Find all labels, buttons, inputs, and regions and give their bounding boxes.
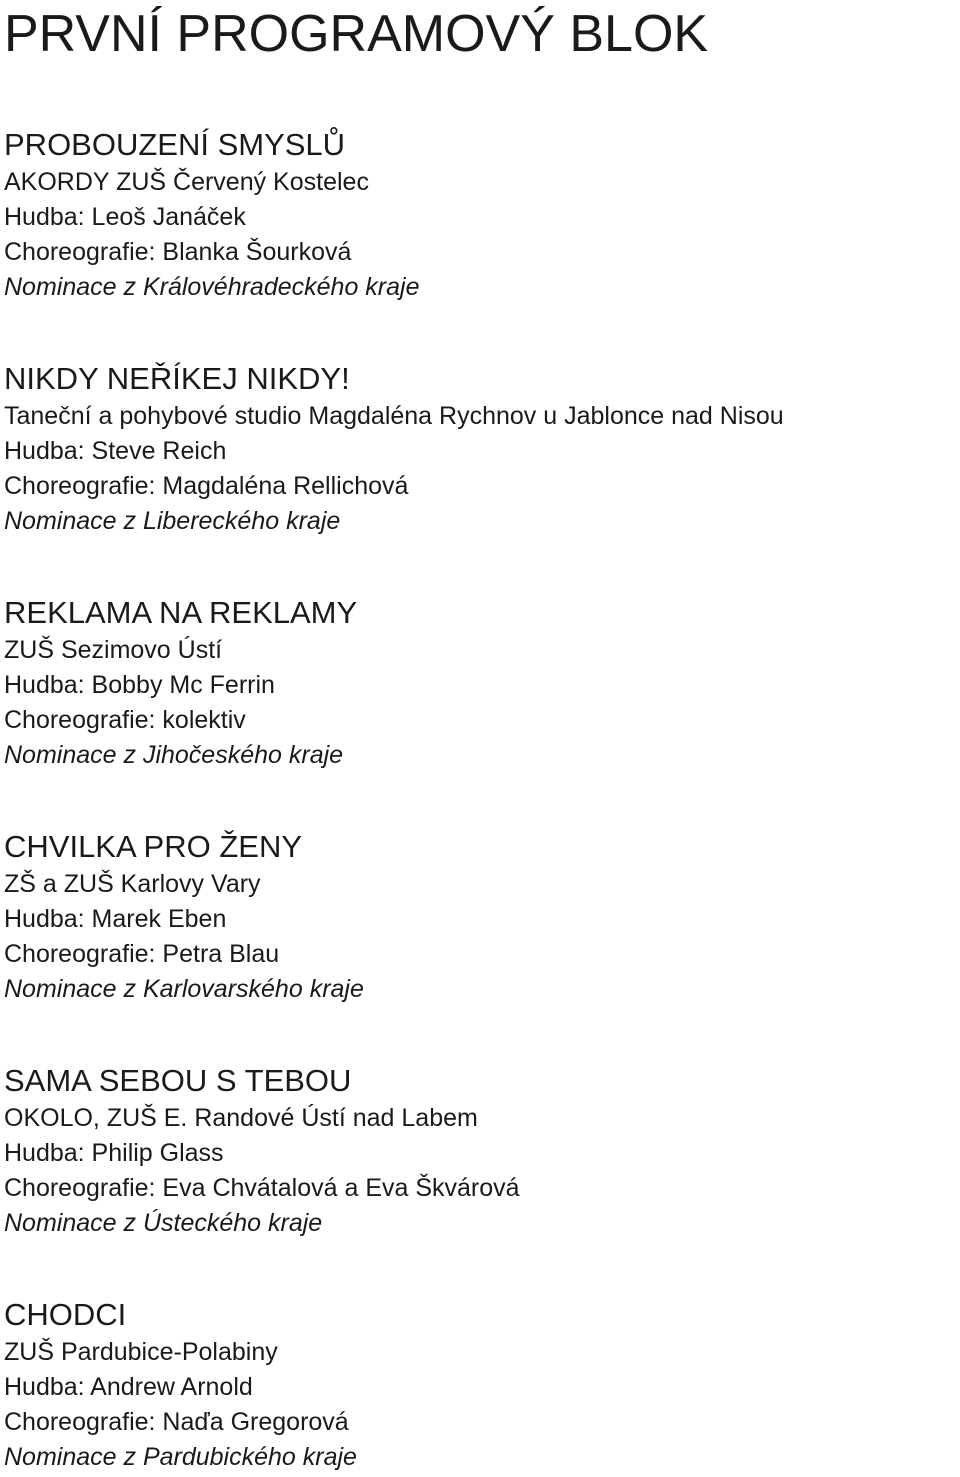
entry-title: CHODCI [4, 1297, 127, 1332]
entry-nomination: Nominace z Jihočeského kraje [4, 741, 344, 769]
entry-title: PROBOUZENÍ SMYSLŮ [4, 127, 346, 162]
entry-ensemble: AKORDY ZUŠ Červený Kostelec [4, 168, 369, 196]
entry-ensemble: ZUŠ Sezimovo Ústí [4, 636, 223, 664]
entry-choreography: Choreografie: Naďa Gregorová [4, 1408, 349, 1436]
program-entry [4, 1061, 956, 1241]
entry-music: Hudba: Marek Eben [4, 905, 227, 933]
entry-choreography: Choreografie: kolektiv [4, 706, 246, 734]
program-entry [4, 593, 956, 773]
entry-title: NIKDY NEŘÍKEJ NIKDY! [4, 361, 350, 396]
entry-ensemble: ZUŠ Pardubice-Polabiny [4, 1338, 278, 1366]
program-entry [4, 1295, 956, 1475]
entry-ensemble: OKOLO, ZUŠ E. Randové Ústí nad Labem [4, 1104, 478, 1132]
entry-nomination: Nominace z Ústeckého kraje [4, 1209, 323, 1237]
entry-music: Hudba: Steve Reich [4, 437, 227, 465]
entry-title: SAMA SEBOU S TEBOU [4, 1063, 352, 1098]
entry-choreography: Choreografie: Eva Chvátalová a Eva Škvárová [4, 1174, 520, 1202]
entry-choreography: Choreografie: Petra Blau [4, 940, 280, 968]
program-entry [4, 359, 956, 539]
page-title: PRVNÍ PROGRAMOVÝ BLOK [4, 5, 709, 63]
entry-ensemble: Taneční a pohybové studio Magdaléna Rychnov u Jablonce nad Nisou [4, 402, 784, 430]
entry-music: Hudba: Bobby Mc Ferrin [4, 671, 275, 699]
entry-nomination: Nominace z Královéhradeckého kraje [4, 273, 420, 301]
program-entry [4, 125, 956, 305]
entry-music: Hudba: Leoš Janáček [4, 203, 246, 231]
entry-music: Hudba: Philip Glass [4, 1139, 224, 1167]
program-entry [4, 827, 956, 1007]
entry-choreography: Choreografie: Blanka Šourková [4, 238, 352, 266]
entry-choreography: Choreografie: Magdaléna Rellichová [4, 472, 409, 500]
entry-nomination: Nominace z Libereckého kraje [4, 507, 341, 535]
entry-title: REKLAMA NA REKLAMY [4, 595, 358, 630]
entry-ensemble: ZŠ a ZUŠ Karlovy Vary [4, 870, 261, 898]
entry-music: Hudba: Andrew Arnold [4, 1373, 253, 1401]
entry-title: CHVILKA PRO ŽENY [4, 829, 303, 864]
entry-nomination: Nominace z Pardubického kraje [4, 1443, 357, 1471]
entry-nomination: Nominace z Karlovarského kraje [4, 975, 364, 1003]
